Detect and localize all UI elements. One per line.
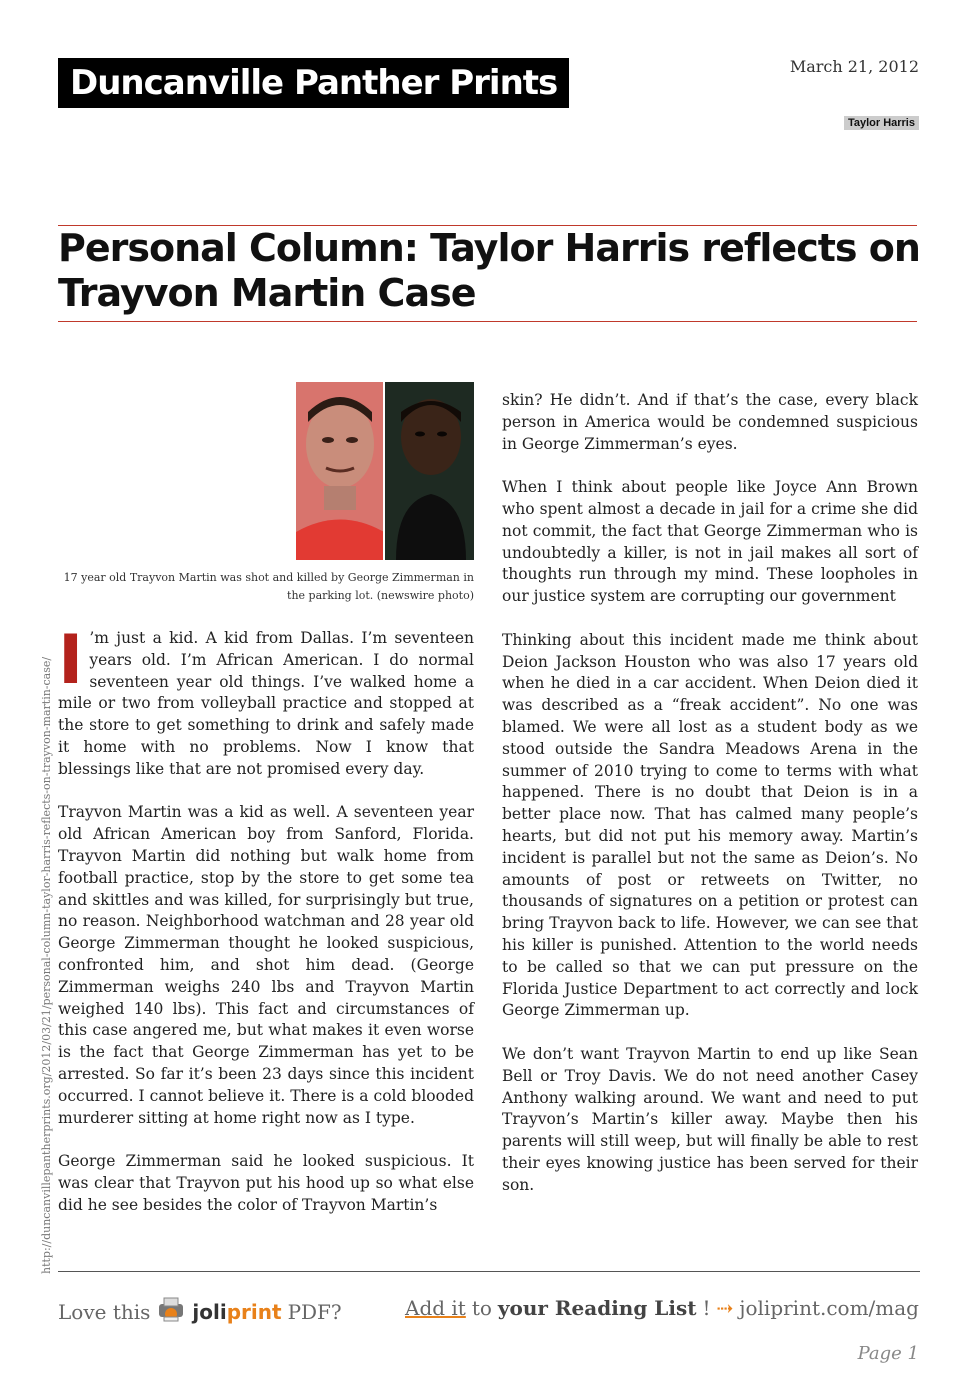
- add-it-link[interactable]: Add it: [405, 1296, 466, 1320]
- to-text: to: [471, 1296, 492, 1320]
- author-tag: Taylor Harris: [844, 116, 919, 130]
- paragraph: skin? He didn’t. And if that’s the case, every black person in America would be condemned suspicious in George Zimmerman’s eyes.: [502, 391, 918, 453]
- pdf-question: PDF?: [287, 1299, 342, 1324]
- reading-list-text: your Reading List: [497, 1296, 697, 1320]
- brand-part-a: joli: [192, 1299, 227, 1324]
- article-url[interactable]: http://duncanvillepantherprints.org/2012/03/21/personal-column-taylor-harris-reflects-on-trayvon-martin-case/: [40, 656, 53, 1274]
- brand-part-b: print: [226, 1299, 282, 1324]
- publication-masthead: Duncanville Panther Prints: [58, 58, 569, 108]
- joliprint-brand[interactable]: [192, 1300, 281, 1324]
- article-photo: [296, 382, 474, 560]
- joliprint-url-link[interactable]: joliprint.com/mag: [739, 1296, 919, 1320]
- paragraph: We don’t want Trayvon Martin to end up like Sean Bell or Troy Davis. We do not need another Casey Anthony walking around. We want and need to put Trayvon’s Martin’s killer away. Maybe then his parents will still weep, but will finally be able to rest their eyes knowing justice has been served for their son.: [502, 1044, 918, 1194]
- paragraph: Thinking about this incident made me think about Deion Jackson Houston who was also 17 years old when he died in a car accident. When Deion died it was described as a “freak accident”. No one was blamed. We were all lost as a student body as we stood outside the Sandra Meadows Arena in the summer of 2010 trying to come to terms with what happened. There is no doubt that Deion is in a better place now. That has calmed many people’s hearts, but did not put his memory away. Martin’s incident is parallel but not the same as Deion’s. No amounts of post or retweets on Twitter, no thousands of signatures on a petition or protest can bring Trayvon back to life. However, we can see that his killer is punished. Attention to the world needs to be called so that we can put pressure on the Florida Justice Department to act correctly and lock George Zimmerman up.: [502, 630, 918, 1020]
- article-left-column: [58, 621, 474, 1238]
- joliprint-logo-icon[interactable]: [156, 1296, 186, 1327]
- footer-promo: [58, 1296, 342, 1327]
- paragraph: George Zimmerman said he looked suspicious. It was clear that Trayvon put his hood up so what else did he see besides the color of Trayvon Martin’s: [58, 1152, 474, 1214]
- photo-caption: 17 year old Trayvon Martin was shot and killed by George Zimmerman in the parking lot. (newswire photo): [63, 571, 474, 602]
- article-date: March 21, 2012: [789, 57, 919, 76]
- drop-cap: I: [58, 621, 84, 700]
- page-number: Page 1: [857, 1343, 919, 1364]
- paragraph: Trayvon Martin was a kid as well. A seventeen year old African American boy from Sanford, Florida. Trayvon Martin did nothing but walk home from football practice, stop by the store to get some tea and skittles and was killed, for surprisingly but true, no reason. Neighborhood watchman and 28 year old George Zimmerman thought he looked suspicious, confronted him, and shot him dead. (George Zimmerman weighs 240 lbs and Trayvon Martin weighed 140 lbs). This fact and circumstances of this case angered me, but what makes it even worse is the fact that George Zimmerman has yet to be arrested. So far it’s been 23 days since this incident occurred. I cannot believe it. There is a cold blooded murderer sitting at home right now as I type.: [58, 803, 474, 1127]
- dotted-arrow-icon: ⇢: [716, 1296, 734, 1320]
- exclaim-text: !: [702, 1296, 711, 1320]
- headline-bottom-rule: [58, 321, 917, 322]
- love-this-text: Love this: [58, 1299, 151, 1324]
- article-right-column: [502, 390, 918, 1218]
- paragraph: [58, 621, 474, 781]
- mugshot-photo-illustration: [296, 382, 474, 560]
- paragraph: When I think about people like Joyce Ann Brown who spent almost a decade in jail for a crime she did not commit, the fact that George Zimmerman who is undoubtedly a killer, is not in jail makes all sort of thoughts run through my mind. These loopholes in our justice system are corrupting our government: [502, 478, 918, 606]
- article-title: Personal Column: Taylor Harris reflects on Trayvon Martin Case: [58, 226, 920, 315]
- footer-reading-list: [405, 1296, 919, 1320]
- footer-rule: [58, 1271, 920, 1272]
- paragraph-text: ’m just a kid. A kid from Dallas. I’m seventeen years old. I’m African American. I do normal seventeen year old things. I’ve walked home a mile or two from volleyball practice and stopped at the store to get something to drink and safely made it home with no problems. Now I know that blessings like that are not promised every day.: [58, 629, 474, 778]
